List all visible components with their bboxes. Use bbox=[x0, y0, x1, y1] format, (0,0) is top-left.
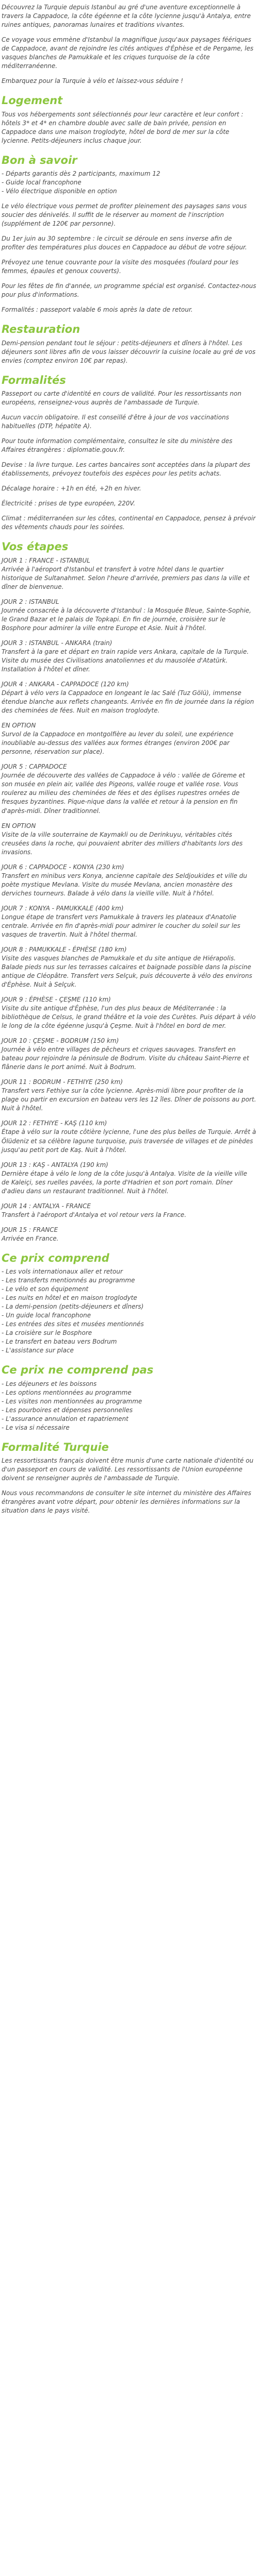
day-text: Étape à vélo sur la route côtière lycienne, l'une des plus belles de Turquie. Arrêt à Ölüdeniz et sa célèbre lagune turquoise, puis traversée de villages et de pinèdes jusqu'au petit port de Kaş. Nuit à l'hôtel. bbox=[2, 1128, 256, 1154]
bon-a-savoir-title: Bon à savoir bbox=[2, 154, 77, 166]
day-block bbox=[2, 1037, 256, 1072]
day-block bbox=[2, 598, 256, 633]
formalite-turquie-paragraph: Les ressortissants français doivent être munis d'une carte nationale d'identité ou d'un passeport en cours de validité. Les ressortissants de l'Union européenne doivent se renseigner auprès de l'ambassade de Turquie. bbox=[2, 1457, 254, 1482]
intro-paragraph-3: Embarquez pour la Turquie à vélo et laissez-vous séduire ! bbox=[2, 77, 183, 85]
ce-prix-ne-comprend-pas-list bbox=[2, 1380, 256, 1432]
vos-etapes-section bbox=[2, 540, 256, 1243]
day-item bbox=[2, 1202, 256, 1219]
formalites-paragraph: Décalage horaire : +1h en été, +2h en hiver. bbox=[2, 485, 141, 493]
day-heading: JOUR 3 : ISTANBUL - ANKARA (train) bbox=[2, 639, 112, 647]
list-item: - La croisière sur le Bosphore bbox=[2, 1329, 256, 1337]
day-block bbox=[2, 680, 256, 715]
formalite-turquie-title: Formalité Turquie bbox=[2, 1440, 109, 1453]
intro-section bbox=[2, 3, 256, 86]
day-item bbox=[2, 639, 256, 674]
restauration-text: Demi-pension pendant tout le séjour : petits-déjeuners et dîners à l'hôtel. Les déjeuners sont libres afin de vous laisser découvrir la cuisine locale au gré de vos envies (comptez environ 10€ par repas). bbox=[2, 339, 256, 364]
day-text: Visite des vasques blanches de Pamukkale et du site antique de Hiérapolis. Balade pieds nus sur les terrasses calcaires et baignade possible dans la piscine antique de Cléopâtre. Transfert vers Selçuk, puis découverte à vélo des environs d'Éphèse. Nuit à Selçuk. bbox=[2, 954, 252, 989]
day-item bbox=[2, 598, 256, 633]
vos-etapes-title: Vos étapes bbox=[2, 540, 69, 553]
day-block bbox=[2, 556, 256, 591]
day-heading: JOUR 1 : FRANCE - ISTANBUL bbox=[2, 556, 90, 564]
day-block bbox=[2, 822, 256, 857]
list-item: - Le transfert en bateau vers Bodrum bbox=[2, 1337, 256, 1346]
day-item bbox=[2, 680, 256, 715]
day-heading: JOUR 4 : ANKARA - CAPPADOCE (120 km) bbox=[2, 681, 129, 688]
day-heading: JOUR 7 : KONYA - PAMUKKALE (400 km) bbox=[2, 904, 124, 912]
ce-prix-ne-comprend-pas-title: Ce prix ne comprend pas bbox=[2, 1364, 154, 1377]
day-text: Transfert en minibus vers Konya, ancienne capitale des Seldjoukides et ville du poète mystique Mevlana. Visite du musée Mevlana, ancien monastère des derviches tourneurs. Balade à vélo dans la vieille ville. Nuit à l'hôtel. bbox=[2, 872, 247, 897]
day-block bbox=[2, 639, 256, 674]
list-item: - Les vols internationaux aller et retour bbox=[2, 1267, 256, 1276]
day-text: Visite de la ville souterraine de Kaymakli ou de Derinkuyu, véritables cités creusées dans la roche, qui pouvaient abriter des milliers d'habitants lors des invasions. bbox=[2, 831, 243, 856]
day-heading: JOUR 12 : FETHIYE - KAŞ (110 km) bbox=[2, 1120, 107, 1127]
list-item: - Les déjeuners et les boissons bbox=[2, 1380, 256, 1388]
day-item bbox=[2, 721, 256, 756]
list-item: - Les entrées des sites et musées mentionnés bbox=[2, 1320, 256, 1329]
day-item bbox=[2, 1037, 256, 1072]
day-block bbox=[2, 1119, 256, 1154]
list-item: - Le vélo et son équipement bbox=[2, 1285, 256, 1294]
bon-a-savoir-paragraph: Le vélo électrique vous permet de profiter pleinement des paysages sans vous soucier des dénivelés. Il suffit de le réserver au moment de l'inscription (supplément de 120€ par personne). bbox=[2, 202, 247, 228]
day-text: Survol de la Cappadoce en montgolfière au lever du soleil, une expérience inoubliable au-dessus des vallées aux formes étranges (environ 200€ par personne, réservation sur place). bbox=[2, 731, 234, 756]
day-text: Départ à vélo vers la Cappadoce en longeant le lac Salé (Tuz Gölü), immense étendue blanche aux reflets changeants. Arrivée en fin de journée dans la région des cheminées de fées. Nuit en maison troglodyte. bbox=[2, 689, 254, 715]
day-item bbox=[2, 995, 256, 1030]
day-heading: JOUR 2 : ISTANBUL bbox=[2, 598, 59, 605]
bon-a-savoir-paragraph: Du 1er juin au 30 septembre : le circuit se déroule en sens inverse afin de profiter des températures plus douces en Cappadoce au début de votre séjour. bbox=[2, 235, 247, 251]
day-text: Transfert à l'aéroport d'Antalya et vol retour vers la France. bbox=[2, 1211, 187, 1218]
day-text: Visite du site antique d'Éphèse, l'un des plus beaux de Méditerranée : la bibliothèque de Celsus, le grand théâtre et la voie des Curètes. Puis départ à vélo le long de la côte égéenne jusqu'à Çeşme. Nuit à l'hôtel en bord de mer. bbox=[2, 1005, 256, 1030]
list-item: - Un guide local francophone bbox=[2, 1311, 256, 1320]
list-item: - Départs garantis dès 2 participants, maximum 12 bbox=[2, 170, 256, 178]
day-item bbox=[2, 1161, 256, 1196]
day-heading: JOUR 11 : BODRUM - FETHIYE (250 km) bbox=[2, 1078, 123, 1086]
formalites-paragraph: Électricité : prises de type européen, 220V. bbox=[2, 500, 136, 507]
list-item: - L'assurance annulation et rapatriement bbox=[2, 1415, 256, 1423]
formalite-turquie-section bbox=[2, 1440, 256, 1515]
day-heading: JOUR 10 : ÇEŞME - BODRUM (150 km) bbox=[2, 1037, 119, 1045]
day-item bbox=[2, 1078, 256, 1113]
day-block bbox=[2, 1161, 256, 1196]
day-block bbox=[2, 1078, 256, 1113]
list-item: - Les transferts mentionnés au programme bbox=[2, 1276, 256, 1285]
day-heading: JOUR 8 : PAMUKKALE - ÉPHÈSE (180 km) bbox=[2, 945, 127, 953]
day-heading: JOUR 14 : ANTALYA - FRANCE bbox=[2, 1202, 91, 1210]
intro-paragraph-1: Découvrez la Turquie depuis Istanbul au gré d'une aventure exceptionnelle à travers la Cappadoce, la côte égéenne et la côte lycienne jusqu'à Antalya, entre ruines antiques, panoramas lunaires et traditions vivantes. bbox=[2, 4, 251, 29]
day-text: Transfert à la gare et départ en train rapide vers Ankara, capitale de la Turquie. Visite du musée des Civilisations anatoliennes et du mausolée d'Atatürk. Installation à l'hôtel et dîner. bbox=[2, 648, 249, 673]
formalites-paragraph: Aucun vaccin obligatoire. Il est conseillé d'être à jour de vos vaccinations habituelles (DTP, hépatite A). bbox=[2, 414, 229, 430]
day-heading: EN OPTION bbox=[2, 722, 36, 730]
day-text: Dernière étape à vélo le long de la côte jusqu'à Antalya. Visite de la vieille ville de Kaleiçi, ses ruelles pavées, la porte d'Hadrien et son port romain. Dîner d'adieu dans un restaurant traditionnel. Nuit à l'hôtel. bbox=[2, 1170, 247, 1195]
formalite-turquie-paragraph: Nous vous recommandons de consulter le site internet du ministère des Affaires étrangères avant votre départ, pour obtenir les dernières informations sur la situation dans le pays visité. bbox=[2, 1489, 251, 1515]
restauration-title: Restauration bbox=[2, 323, 80, 336]
formalites-section bbox=[2, 374, 256, 532]
day-heading: JOUR 6 : CAPPADOCE - KONYA (230 km) bbox=[2, 863, 124, 871]
day-text: Journée consacrée à la découverte d'Istanbul : la Mosquée Bleue, Sainte-Sophie, le Grand Bazar et le palais de Topkapi. En fin de journée, croisière sur le Bosphore pour admirer la ville entre Europe et Asie. Nuit à l'hôtel. bbox=[2, 606, 251, 632]
list-item: - Les options mentionnées au programme bbox=[2, 1388, 256, 1397]
day-text: Journée de découverte des vallées de Cappadoce à vélo : vallée de Göreme et son musée en plein air, vallée des Pigeons, vallée rouge et vallée rose. Vous roulerez au milieu des cheminées de fées et des églises rupestres ornées de fresques byzantines. Pique-nique dans la vallée et retour à la pension en fin d'après-midi. Dîner traditionnel. bbox=[2, 772, 245, 815]
logement-text: Tous vos hébergements sont sélectionnés pour leur caractère et leur confort : hôtels 3* et 4* en chambre double avec salle de bain privée, pension en Cappadoce dans une maison troglodyte, hôtel de bord de mer sur la côte lycienne. Petits-déjeuners inclus chaque jour. bbox=[2, 110, 244, 144]
ce-prix-comprend-title: Ce prix comprend bbox=[2, 1251, 109, 1264]
day-text: Journée à vélo entre villages de pêcheurs et criques sauvages. Transfert en bateau pour rejoindre la péninsule de Bodrum. Visite du château Saint-Pierre et flânerie dans le port animé. Nuit à Bodrum. bbox=[2, 1046, 249, 1071]
day-item bbox=[2, 863, 256, 898]
ce-prix-ne-comprend-pas-section bbox=[2, 1363, 256, 1432]
list-item: - Vélo électrique disponible en option bbox=[2, 187, 256, 196]
day-block bbox=[2, 995, 256, 1030]
day-item bbox=[2, 762, 256, 815]
list-item: - Les visites non mentionnées au programme bbox=[2, 1397, 256, 1406]
day-item bbox=[2, 556, 256, 591]
bon-a-savoir-paragraph: Pour les fêtes de fin d'année, un programme spécial est organisé. Contactez-nous pour plus d'informations. bbox=[2, 282, 256, 299]
list-item: - Le visa si nécessaire bbox=[2, 1423, 256, 1432]
list-item: - L'assistance sur place bbox=[2, 1346, 256, 1355]
day-item bbox=[2, 822, 256, 857]
day-block bbox=[2, 1202, 256, 1219]
list-item: - Guide local francophone bbox=[2, 178, 256, 187]
day-text: Arrivée à l'aéroport d'Istanbul et transfert à votre hôtel dans le quartier historique de Sultanahmet. Selon l'heure d'arrivée, premiers pas dans la ville et dîner de bienvenue. bbox=[2, 565, 250, 590]
formalites-paragraph: Climat : méditerranéen sur les côtes, continental en Cappadoce, pensez à prévoir des vêtements chauds pour les soirées. bbox=[2, 515, 256, 531]
day-item bbox=[2, 1226, 256, 1243]
day-heading: JOUR 13 : KAŞ - ANTALYA (190 km) bbox=[2, 1161, 108, 1168]
logement-section bbox=[2, 94, 256, 145]
bon-a-savoir-paragraph: Prévoyez une tenue couvrante pour la visite des mosquées (foulard pour les femmes, épaules et genoux couverts). bbox=[2, 259, 239, 275]
day-item bbox=[2, 945, 256, 989]
day-heading: JOUR 5 : CAPPADOCE bbox=[2, 763, 67, 771]
day-block bbox=[2, 863, 256, 898]
day-heading: JOUR 15 : FRANCE bbox=[2, 1226, 58, 1233]
day-item bbox=[2, 904, 256, 939]
days-list bbox=[2, 556, 256, 1243]
ce-prix-comprend-section bbox=[2, 1251, 256, 1355]
restauration-section bbox=[2, 323, 256, 365]
ce-prix-comprend-list bbox=[2, 1267, 256, 1355]
formalites-paragraph: Pour toute information complémentaire, consultez le site du ministère des Affaires étrangères : diplomatie.gouv.fr. bbox=[2, 437, 233, 454]
day-block bbox=[2, 762, 256, 815]
logement-title: Logement bbox=[2, 94, 63, 107]
day-text: Longue étape de transfert vers Pamukkale à travers les plateaux d'Anatolie centrale. Arrivée en fin d'après-midi pour admirer le coucher du soleil sur les vasques de travertin. Nuit à l'hôtel thermal. bbox=[2, 913, 240, 938]
day-block bbox=[2, 945, 256, 989]
intro-paragraph-2: Ce voyage vous emmène d'Istanbul la magnifique jusqu'aux paysages féériques de Cappadoce, avant de rejoindre les cités antiques d'Éphèse et de Pergame, les vasques blanches de Pamukkale et les criques turquoise de la côte méditerranéenne. bbox=[2, 36, 254, 70]
formalites-title: Formalités bbox=[2, 374, 66, 386]
day-heading: EN OPTION bbox=[2, 822, 36, 829]
day-item bbox=[2, 1119, 256, 1154]
list-item: - Les pourboires et dépenses personnelles bbox=[2, 1406, 256, 1415]
day-text: Transfert vers Fethiye sur la côte lycienne. Après-midi libre pour profiter de la plage ou partir en excursion en bateau vers les 12 îles. Dîner de poissons au port. Nuit à l'hôtel. bbox=[2, 1087, 256, 1112]
day-block bbox=[2, 904, 256, 939]
formalites-paragraph: Devise : la livre turque. Les cartes bancaires sont acceptées dans la plupart des établissements, prévoyez toutefois des espèces pour les petits achats. bbox=[2, 461, 250, 478]
list-item: - La demi-pension (petits-déjeuners et dîners) bbox=[2, 1302, 256, 1311]
bon-a-savoir-list bbox=[2, 170, 256, 196]
list-item: - Les nuits en hôtel et en maison troglodyte bbox=[2, 1294, 256, 1302]
day-text: Arrivée en France. bbox=[2, 1234, 59, 1242]
bon-a-savoir-paragraph: Formalités : passeport valable 6 mois après la date de retour. bbox=[2, 306, 193, 314]
day-block bbox=[2, 721, 256, 756]
day-block bbox=[2, 1226, 256, 1243]
day-heading: JOUR 9 : ÉPHÈSE - ÇEŞME (110 km) bbox=[2, 996, 111, 1004]
formalites-paragraph: Passeport ou carte d'identité en cours de validité. Pour les ressortissants non européens, renseignez-vous auprès de l'ambassade de Turquie. bbox=[2, 390, 241, 406]
bon-a-savoir-section bbox=[2, 154, 256, 315]
